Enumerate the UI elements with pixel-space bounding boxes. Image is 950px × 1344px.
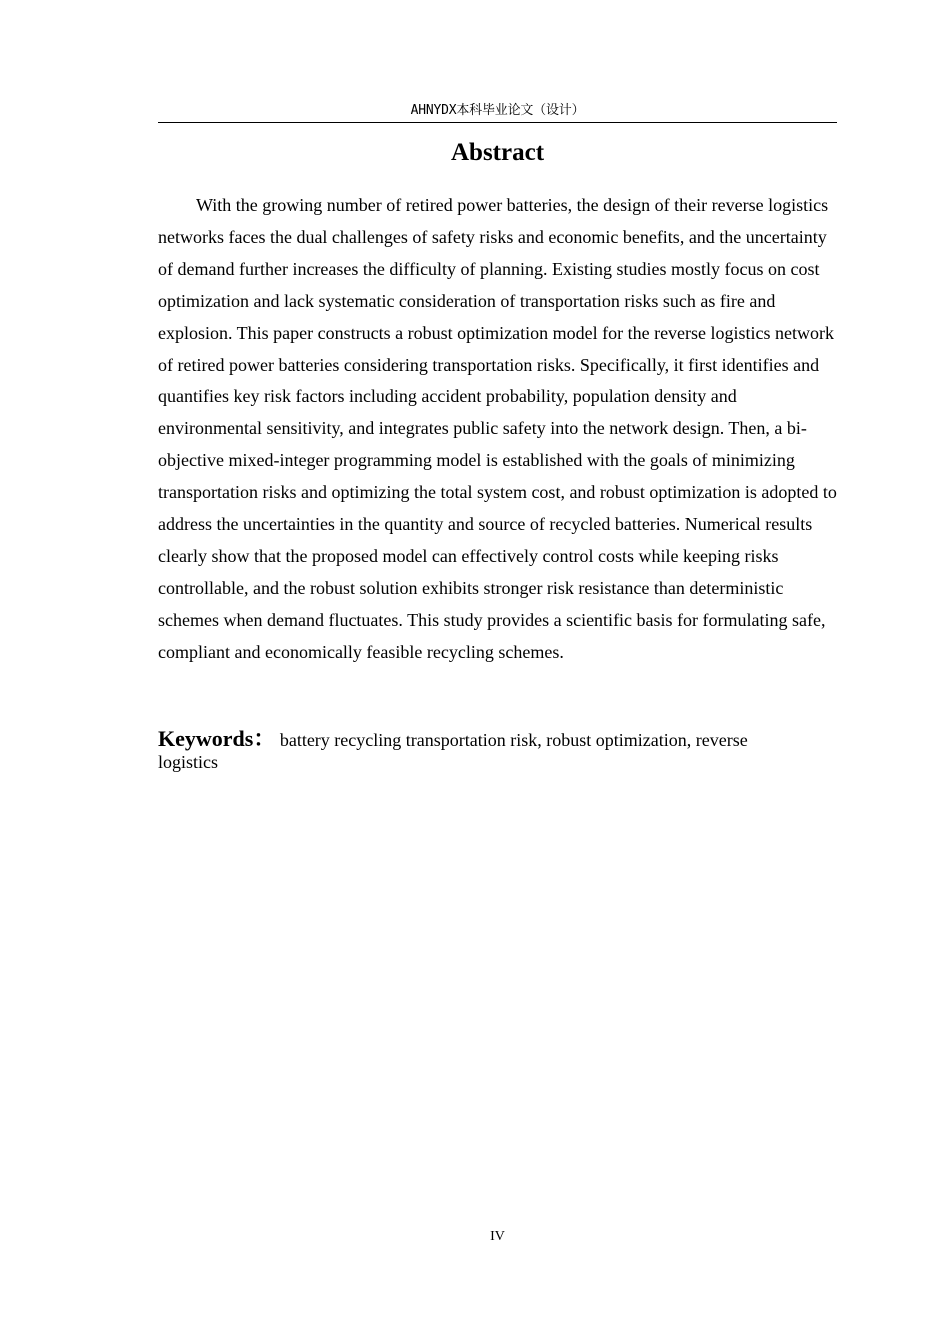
keywords-line bbox=[158, 728, 798, 773]
page-title: Abstract bbox=[450, 139, 545, 166]
abstract-paragraph: With the growing number of retired power batteries, the design of their reverse logistics networks faces the dual challenges of safety risks and economic benefits, and the uncertainty of demand further increases the difficulty of planning. Existing studies mostly focus on cost optimization and lack systematic consideration of transportation risks such as fire and explosion. This paper constructs a robust optimization model for the reverse logistics network of retired power batteries considering transportation risks. Specifically, it first identifies and quantifies key risk factors including accident probability, population density and environmental sensitivity, and integrates public safety into the network design. Then, a bi-objective mixed-integer programming model is established with the goals of minimizing transportation risks and optimizing the total system cost, and robust optimization is adopted to address the uncertainties in the quantity and source of recycled batteries. Numerical results clearly show that the proposed model can effectively control costs while keeping risks controllable, and the robust solution exhibits stronger risk resistance than deterministic schemes when demand fluctuates. This study provides a scientific basis for formulating safe, compliant and economically feasible recycling schemes. bbox=[158, 195, 837, 662]
running-header: AHNYDX本科毕业论文（设计） bbox=[410, 103, 585, 118]
keywords-label: Keywords： bbox=[158, 726, 276, 751]
page-number: IV bbox=[490, 1229, 505, 1244]
keywords-text: battery recycling transportation risk, robust optimization, reverse logistics bbox=[158, 730, 748, 772]
header-rule bbox=[158, 122, 837, 123]
